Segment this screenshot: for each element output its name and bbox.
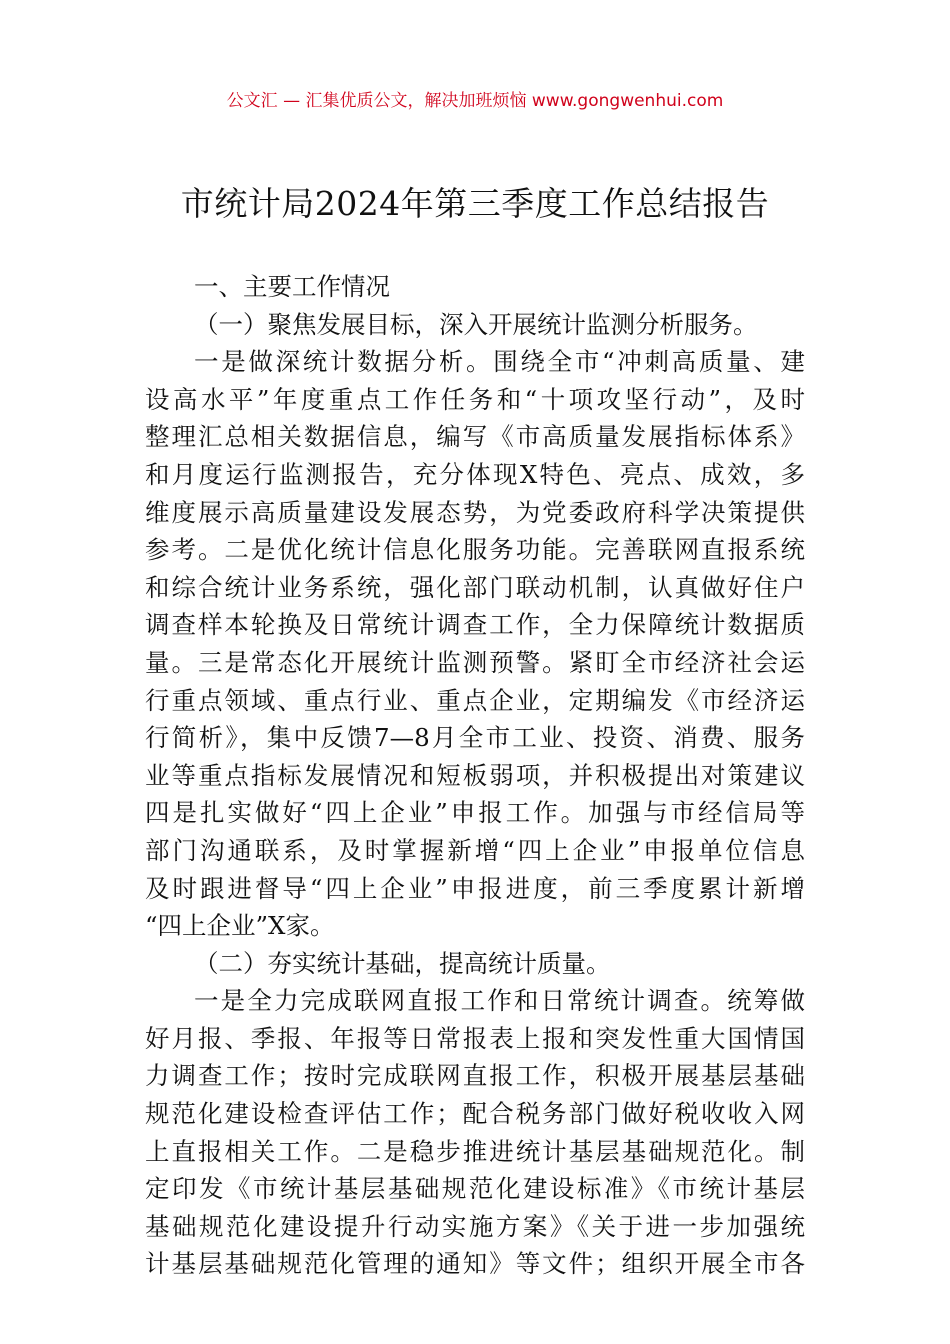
subsection-heading-1: （一）聚焦发展目标，深入开展统计监测分析服务。 bbox=[194, 309, 758, 339]
paragraph-line: 上直报相关工作。二是稳步推进统计基层基础规范化。制 bbox=[145, 1136, 805, 1166]
paragraph-line: 量。三是常态化开展统计监测预警。紧盯全市经济社会运 bbox=[145, 647, 805, 677]
paragraph-line: 整理汇总相关数据信息，编写《市高质量发展指标体系》 bbox=[145, 422, 805, 452]
paragraph-line: “四上企业”X家。 bbox=[145, 911, 335, 941]
paragraph-line: 好月报、季报、年报等日常报表上报和突发性重大国情国 bbox=[145, 1023, 805, 1053]
paragraph-line: 参考。二是优化统计信息化服务功能。完善联网直报系统 bbox=[145, 535, 805, 565]
document-body bbox=[145, 268, 805, 1283]
paragraph-line: 力调查工作；按时完成联网直报工作，积极开展基层基础 bbox=[145, 1061, 805, 1091]
document-title: 市统计局2024年第三季度工作总结报告 bbox=[180, 184, 770, 223]
paragraph-line: 四是扎实做好“四上企业”申报工作。加强与市经信局等 bbox=[145, 798, 805, 828]
paragraph-line: 及时跟进督导“四上企业”申报进度，前三季度累计新增 bbox=[145, 873, 805, 903]
paragraph-line: 一是做深统计数据分析。围绕全市“冲刺高质量、建 bbox=[194, 347, 805, 377]
paragraph-line: 部门沟通联系，及时掌握新增“四上企业”申报单位信息 bbox=[145, 835, 805, 865]
header-banner: 公文汇 — 汇集优质公文，解决加班烦恼 www.gongwenhui.com bbox=[226, 91, 724, 111]
paragraph-line: 基础规范化建设提升行动实施方案》《关于进一步加强统 bbox=[145, 1211, 805, 1241]
paragraph-line: 行重点领域、重点行业、重点企业，定期编发《市经济运 bbox=[145, 685, 805, 715]
paragraph-line: 设高水平”年度重点工作任务和“十项攻坚行动”，及时 bbox=[145, 384, 805, 414]
paragraph-line: 一是全力完成联网直报工作和日常统计调查。统筹做 bbox=[194, 986, 805, 1016]
paragraph-line: 行简析》，集中反馈7—8月全市工业、投资、消费、服务 bbox=[145, 723, 805, 753]
section-heading-1: 一、主要工作情况 bbox=[194, 272, 390, 301]
paragraph-line: 和月度运行监测报告，充分体现X特色、亮点、成效，多 bbox=[145, 459, 805, 489]
paragraph-line: 计基层基础规范化管理的通知》等文件；组织开展全市各 bbox=[145, 1249, 805, 1279]
paragraph-line: 定印发《市统计基层基础规范化建设标准》《市统计基层 bbox=[145, 1174, 805, 1204]
paragraph-line: 规范化建设检查评估工作；配合税务部门做好税收收入网 bbox=[145, 1099, 805, 1129]
paragraph-line: 业等重点指标发展情况和短板弱项，并积极提出对策建议 bbox=[145, 760, 805, 790]
paragraph-line: 维度展示高质量建设发展态势，为党委政府科学决策提供 bbox=[145, 497, 805, 527]
subsection-heading-2: （二）夯实统计基础，提高统计质量。 bbox=[194, 948, 611, 978]
paragraph-line: 调查样本轮换及日常统计调查工作，全力保障统计数据质 bbox=[145, 610, 805, 640]
paragraph-line: 和综合统计业务系统，强化部门联动机制，认真做好住户 bbox=[145, 572, 805, 602]
